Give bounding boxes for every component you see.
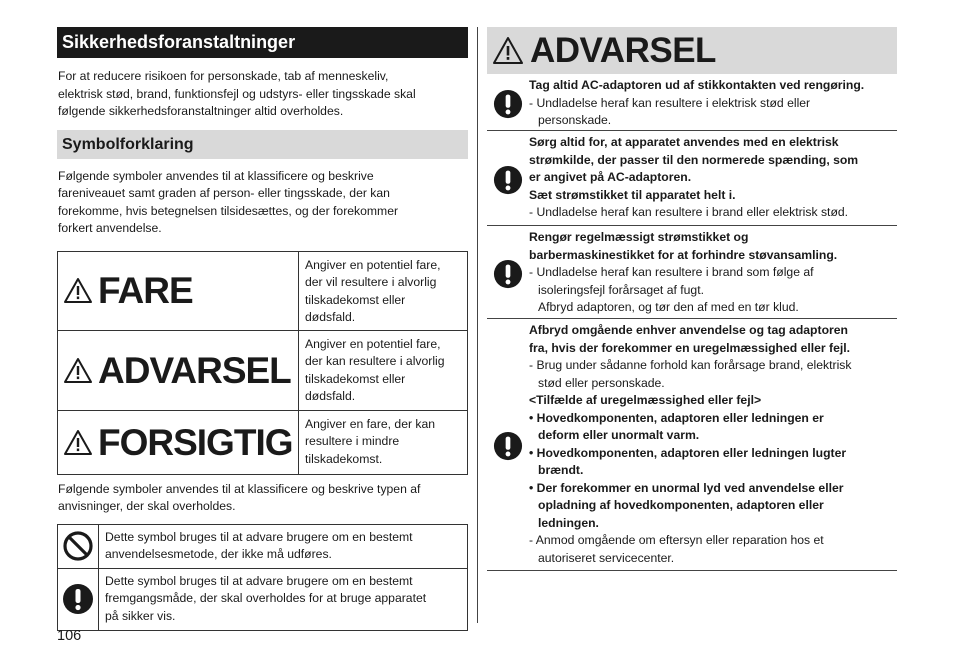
warning-triangle-icon: [63, 277, 93, 304]
column-divider: [477, 27, 478, 623]
prohibited-icon: [62, 530, 94, 562]
mandatory-icon: [62, 583, 94, 615]
warning-entry-text: Tag altid AC-adaptoren ud af stikkontakten ved rengøring. - Undladelse heraf kan resultere i elektrisk stød eller personskade.: [529, 78, 865, 127]
mandatory-icon: [493, 259, 523, 289]
warning-entry-text: Afbryd omgående enhver anvendelse og tag adaptoren fra, hvis der forekommer en uregelmæssighed eller fejl. - Brug under sådanne forhold kan forårsage brand, elektrisk stød eller personskade. <Tilfælde af uregelmæssighed eller fejl> • Hovedkomponenten, adaptoren eller ledningen er deform eller unormalt varm. • Hovedkomponenten, adaptoren eller ledningen lugter brændt. • Der forekommer en unormal lyd ved anvendelse eller opladning af hovedkomponenten, adaptoren eller ledningen. - Anmod omgående om eftersyn eller reparation hos et autoriseret servicecenter.: [529, 323, 852, 565]
level-row-fare: [58, 252, 468, 331]
symbol-description: Dette symbol bruges til at advare brugere om en bestemt anvendelsesmetode, der ikke må udføres.: [105, 529, 413, 561]
symbol-description: Dette symbol bruges til at advare brugere om en bestemt fremgangsmåde, der skal overholdes for at bruge apparatet på sikker vis.: [105, 573, 427, 623]
level-description: Angiver en fare, der kan resultere i mindre tilskadekomst.: [305, 416, 436, 466]
level-word: FARE: [98, 270, 193, 311]
warning-triangle-icon: [492, 36, 524, 65]
intro-paragraph: For at reducere risikoen for personskade, tab af menneskeliv, elektrisk stød, brand, funktionsfejl og udstyrs- eller tingsskade skal følgende sikkerhedsforanstaltninger altid overholdes.: [58, 69, 416, 118]
level-row-forsigtig: [58, 411, 468, 475]
subsection-title: Symbolforklaring: [57, 130, 468, 159]
right-column: [487, 27, 897, 571]
warning-entry: [487, 74, 897, 131]
page-number: 106: [57, 628, 82, 644]
hazard-level-table: [57, 251, 468, 475]
mandatory-icon: [493, 89, 523, 119]
symbol-row-mandatory: [58, 569, 468, 631]
warning-entry-text: Sørg altid for, at apparatet anvendes med en elektrisk strømkilde, der passer til den normerede spænding, som er angivet på AC-adaptoren. Sæt strømstikket til apparatet helt i. - Undladelse heraf kan resultere i brand eller elektrisk stød.: [529, 135, 859, 219]
warning-triangle-icon: [63, 429, 93, 456]
level-description: Angiver en potentiel fare, der kan resultere i alvorlig tilskadekomst eller dødsfald.: [305, 336, 445, 403]
level-word: ADVARSEL: [98, 349, 291, 391]
warning-header: [487, 27, 897, 74]
section-title: Sikkerhedsforanstaltninger: [57, 27, 468, 58]
warning-entry: [487, 319, 897, 571]
types-intro: Følgende symboler anvendes til at klassificere og beskrive typen af anvisninger, der skal overholdes.: [58, 481, 421, 513]
warning-triangle-icon: [63, 357, 93, 384]
warning-entry-text: Rengør regelmæssigt strømstikket og barbermaskinestikket for at forhindre støvansamling. - Undladelse heraf kan resultere i brand som følge af isoleringsfejl forårsaget af fugt. Afbryd adaptoren, og tør den af med en tør klud.: [529, 230, 838, 314]
level-row-advarsel: [58, 331, 468, 411]
level-description: Angiver en potentiel fare, der vil resultere i alvorlig tilskadekomst eller dødsfald.: [305, 257, 441, 324]
warning-header-word: ADVARSEL: [530, 31, 716, 70]
levels-intro: Følgende symboler anvendes til at klassificere og beskrive fareniveauet samt graden af person- eller tingsskade, der kan forekomme, hvis betegnelsen tilsidesættes, og der forekommer forkert anvendelse.: [58, 168, 399, 235]
left-column: [57, 27, 468, 631]
symbol-row-prohibited: [58, 525, 468, 569]
warning-entry: [487, 226, 897, 319]
mandatory-icon: [493, 431, 523, 461]
warning-entry: [487, 131, 897, 226]
symbol-type-table: [57, 524, 468, 631]
level-word: FORSIGTIG: [98, 421, 293, 463]
mandatory-icon: [493, 165, 523, 195]
